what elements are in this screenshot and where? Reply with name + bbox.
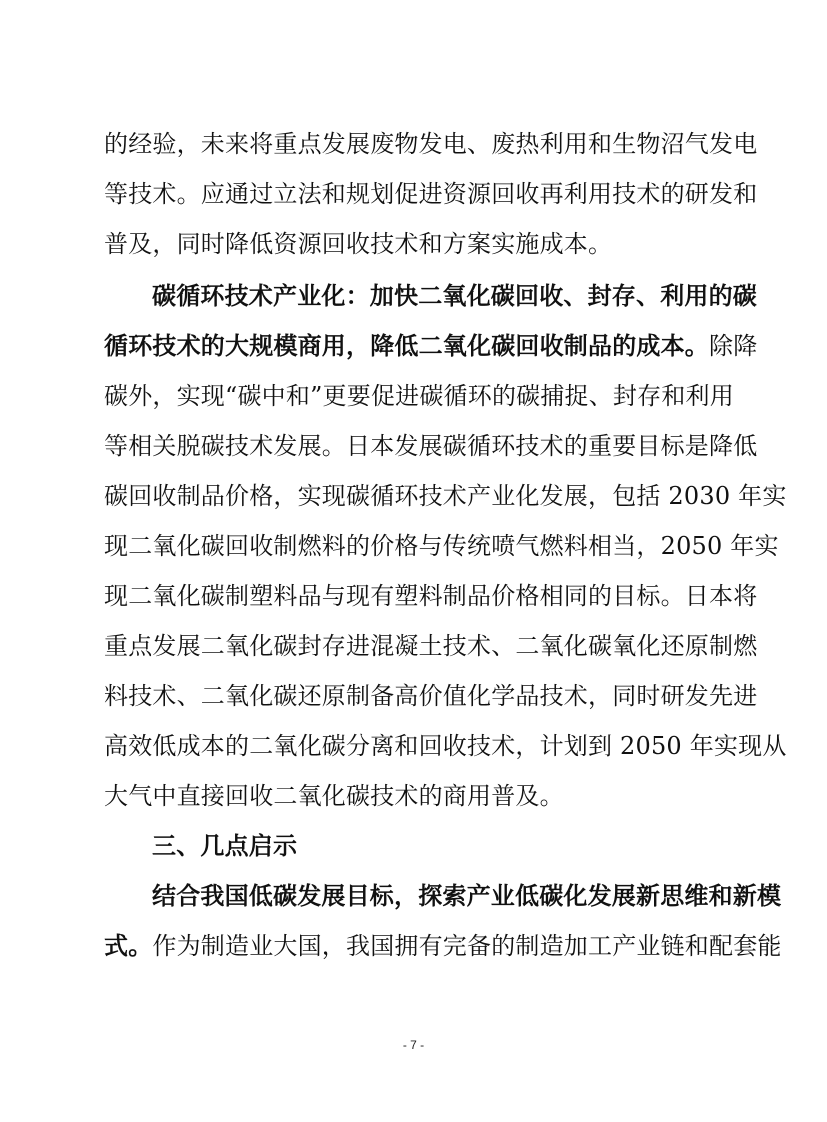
inspiration-line-2 [104,930,782,962]
intro-line-3: 普及，同时降低资源回收技术和方案实施成本。 [104,230,613,258]
carbon-cycle-line-5: 碳回收制品价格，实现碳循环技术产业化发展，包括 2030 年实 [104,482,787,510]
carbon-cycle-line-4: 等相关脱碳技术发展。日本发展碳循环技术的重要目标是降低 [104,432,758,460]
page-number: - 7 - [402,1038,425,1052]
inspiration-line-2-regular: 作为制造业大国，我国拥有完备的制造加工产业链和配套能 [152,932,782,960]
carbon-cycle-line-2-regular: 除降 [709,332,758,360]
carbon-cycle-line-8: 重点发展二氧化碳封存进混凝土技术、二氧化碳氧化还原制燃 [104,632,758,660]
carbon-cycle-line-2-bold: 循环技术的大规模商用，降低二氧化碳回收制品的成本。 [104,331,709,360]
section-heading: 三、几点启示 [152,831,298,860]
carbon-cycle-line-10: 高效低成本的二氧化碳分离和回收技术，计划到 2050 年实现从 [104,732,787,760]
carbon-cycle-line-2 [104,330,758,362]
intro-line-1: 的经验，未来将重点发展废物发电、废热利用和生物沼气发电 [104,130,758,158]
inspiration-line-1: 结合我国低碳发展目标，探索产业低碳化发展新思维和新模 [152,881,782,910]
carbon-cycle-line-11: 大气中直接回收二氧化碳技术的商用普及。 [104,782,564,810]
carbon-cycle-line-1: 碳循环技术产业化：加快二氧化碳回收、封存、利用的碳 [152,281,757,310]
inspiration-line-2-bold: 式。 [104,931,153,960]
carbon-cycle-line-3: 碳外，实现“碳中和”更要促进碳循环的碳捕捉、封存和利用 [104,382,734,410]
carbon-cycle-line-7: 现二氧化碳制塑料品与现有塑料制品价格相同的目标。日本将 [104,582,758,610]
carbon-cycle-line-6: 现二氧化碳回收制燃料的价格与传统喷气燃料相当，2050 年实 [104,532,779,560]
carbon-cycle-line-9: 料技术、二氧化碳还原制备高价值化学品技术，同时研发先进 [104,682,758,710]
intro-line-2: 等技术。应通过立法和规划促进资源回收再利用技术的研发和 [104,180,758,208]
